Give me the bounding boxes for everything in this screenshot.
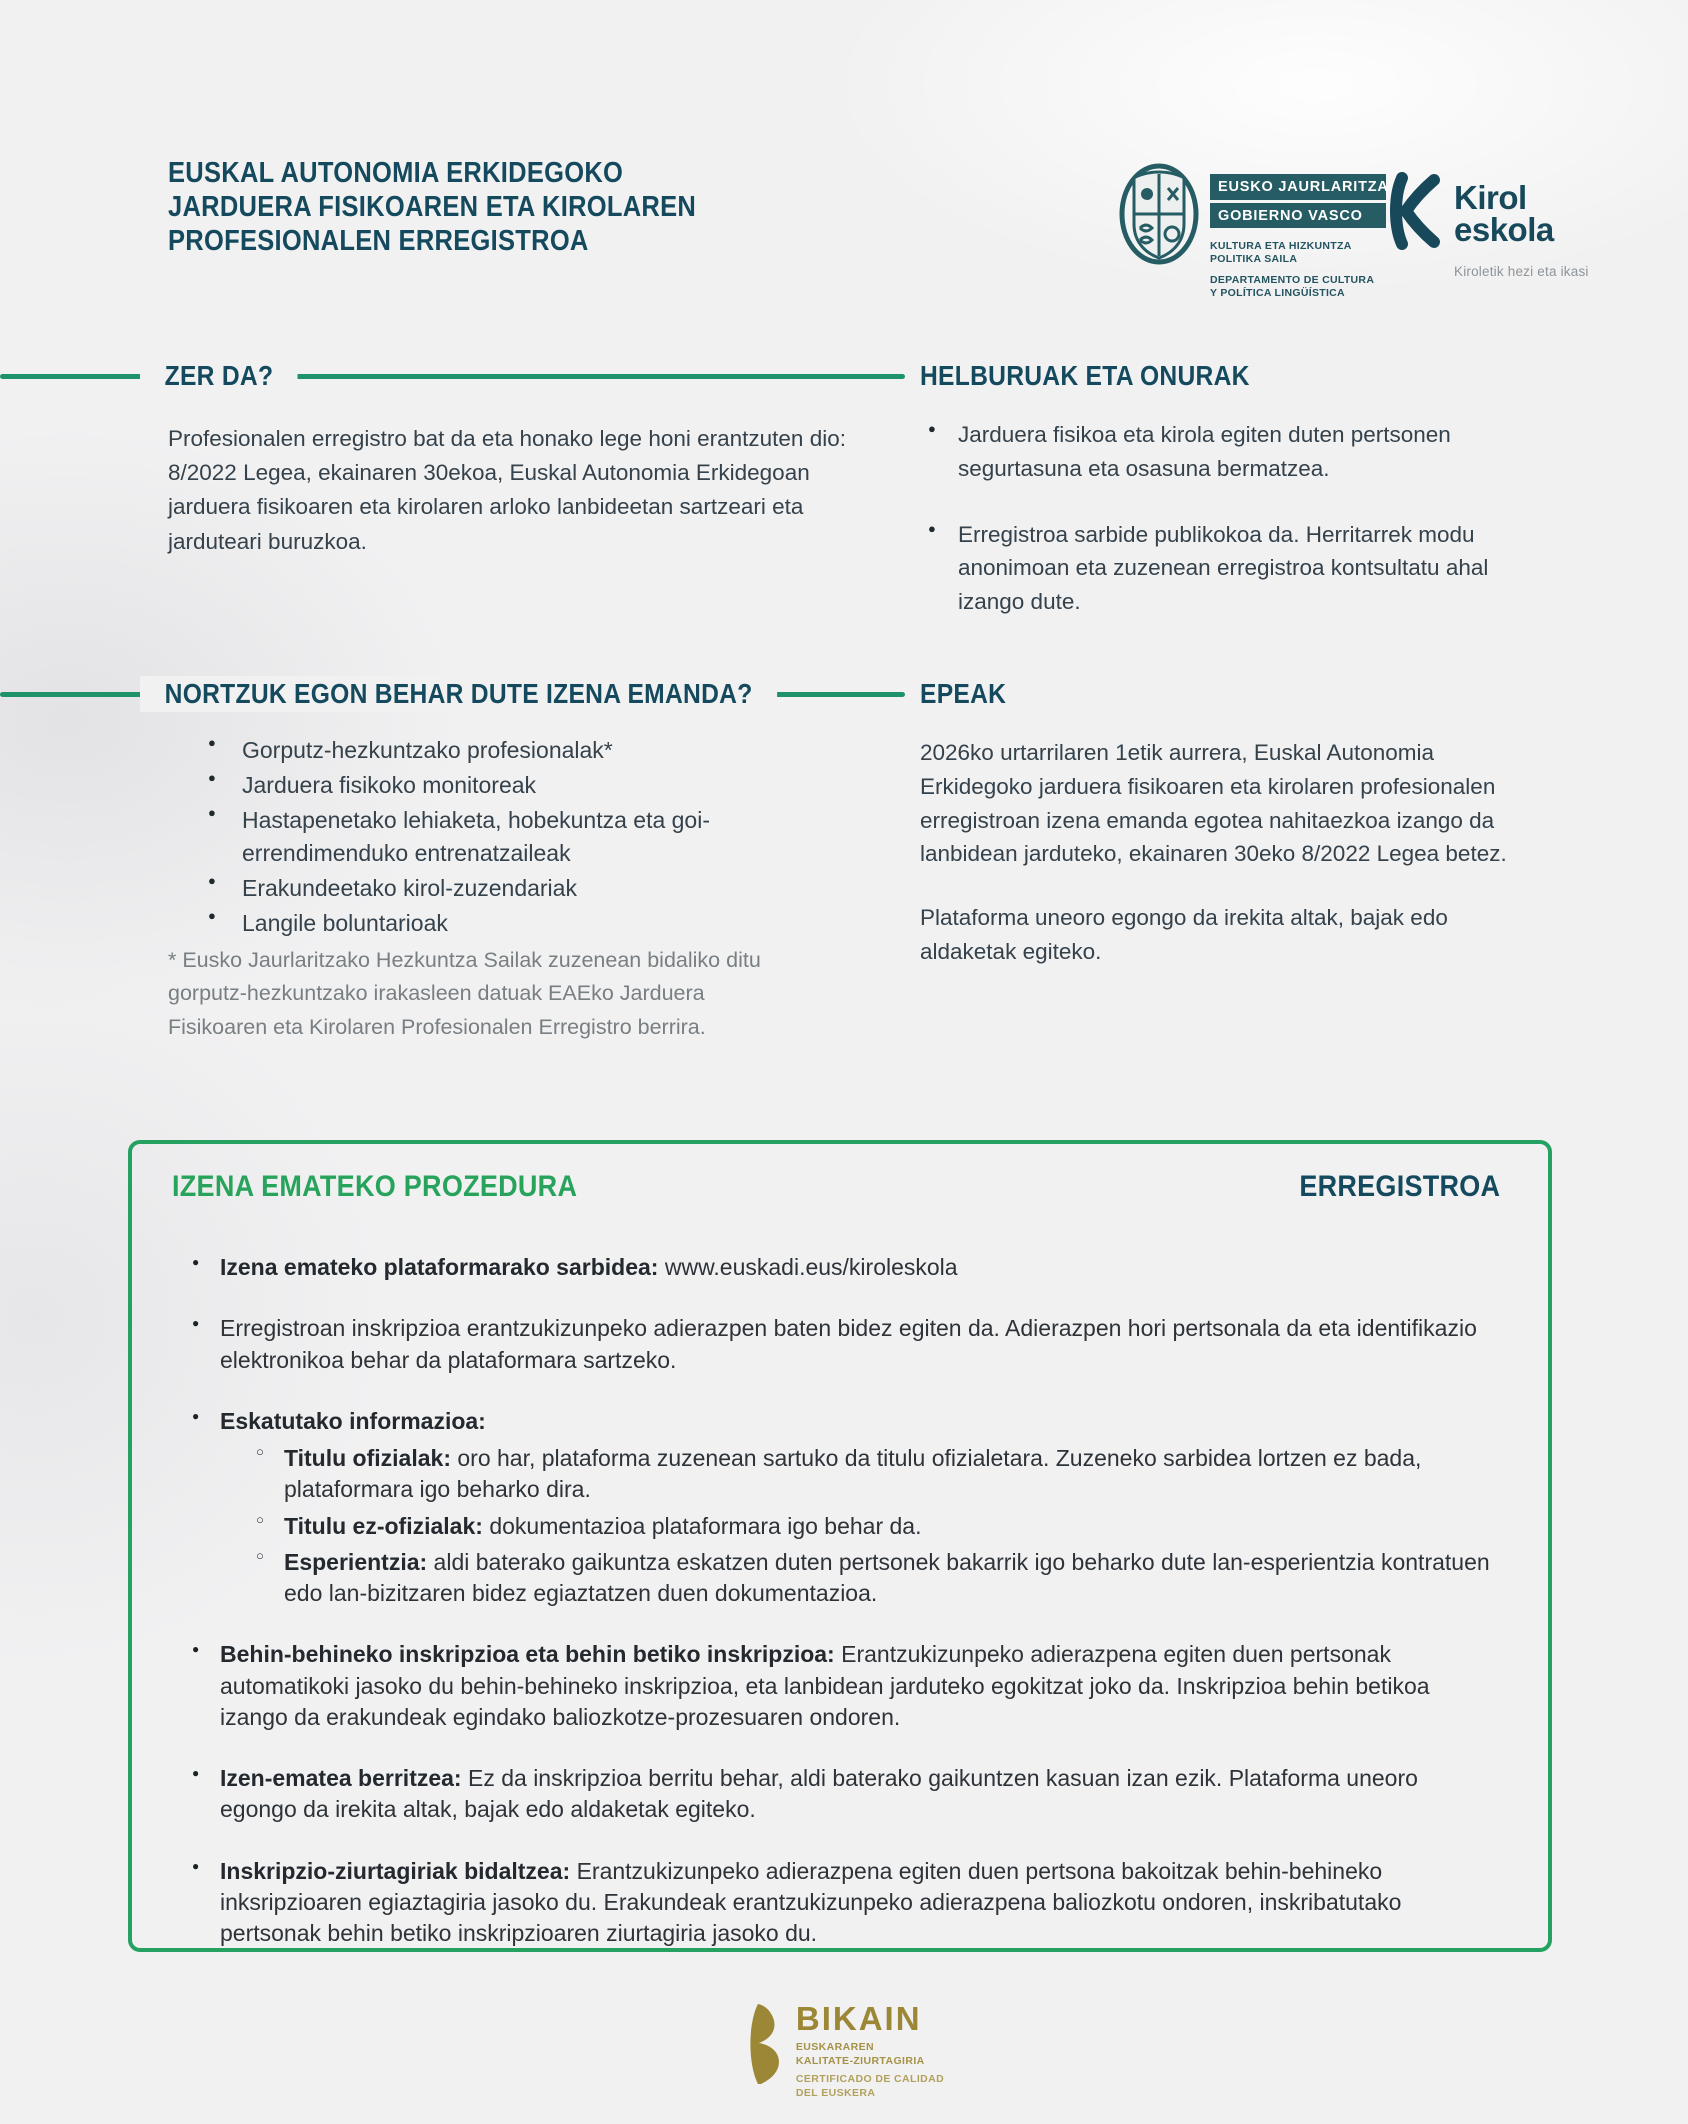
procedure-box-badge: ERREGISTROA — [1299, 1170, 1500, 1203]
bikain-b-icon — [744, 2002, 784, 2091]
page-title-line2: JARDUERA FISIKOAREN ETA KIROLAREN — [168, 191, 697, 224]
list-item — [192, 1313, 1500, 1376]
item-label: Behin-behineko inskripzioa eta behin betiko inskripzioa: — [220, 1641, 842, 1668]
bikain-es-line1: CERTIFICADO DE CALIDAD — [795, 2073, 945, 2086]
list-item — [192, 1406, 1500, 1610]
bikain-es-line2: DEL EUSKERA — [795, 2086, 876, 2099]
required-info-sublist — [256, 1443, 1500, 1609]
gov-department-text — [1210, 240, 1386, 301]
item-label: Izena emateko plataformarako sarbidea: — [220, 1254, 665, 1280]
basque-government-logo — [1118, 162, 1389, 301]
bikain-subtitle-eu — [796, 2041, 944, 2068]
kirol-eskola-tagline: Kiroletik hezi eta ikasi — [1454, 264, 1589, 279]
list-item: ● Erakundeetako kirol-zuzendariak — [196, 872, 816, 904]
list-item: ● Erregistroa sarbide publikokoa da. Herritarrek modu anonimoan eta zuzenean erregistroa kontsultatu ahal izango dute. — [920, 518, 1510, 619]
gov-dept-es-line2: Y POLÍTICA LINGÜÍSTICA — [1210, 287, 1345, 300]
gov-banner-line1: EUSKO JAURLARITZA — [1210, 174, 1386, 200]
sub-list-item — [256, 1547, 1500, 1610]
procedure-list — [192, 1252, 1500, 1950]
list-item — [192, 1856, 1500, 1950]
nortzuk-list — [196, 734, 816, 942]
kirol-eskola-logo — [1388, 172, 1589, 279]
item-text: aldi baterako gaikuntza eskatzen duten pertsonek bakarrik igo beharko dute lan-esperientzia kontratuen edo lan-bizitzaren bidez egiaztatzen duen dokumentazioa. — [284, 1548, 1490, 1607]
item-label: Inskripzio-ziurtagiriak bidaltzea: — [220, 1857, 577, 1884]
procedure-box — [128, 1140, 1552, 1952]
sub-list-item — [256, 1511, 1500, 1542]
section-title-helburuak: HELBURUAK ETA ONURAK — [920, 360, 1250, 391]
zer-da-body: Profesionalen erregistro bat da eta honako lege honi erantzuten dio: 8/2022 Legea, ekainaren 30ekoa, Euskal Autonomia Erkidegoan jarduera fisikoaren eta kirolaren arloko lanbideetan sartzeari eta jarduteari buruzkoa. — [168, 426, 846, 554]
section-rule-nortzuk — [0, 676, 905, 716]
section-title-nortzuk: NORTZUK EGON BEHAR DUTE IZENA EMANDA? — [140, 676, 777, 712]
nortzuk-footnote: * Eusko Jaurlaritzako Hezkuntza Sailak zuzenean bidaliko ditu gorputz-hezkuntzako irakasleen datuak EAEko Jarduera Fisikoaren eta Kirolaren Profesionalen Erregistro berrira. — [168, 948, 761, 1039]
list-item — [192, 1763, 1500, 1826]
coat-of-arms-icon — [1118, 162, 1200, 301]
bikain-eu-line2: KALITATE-ZIURTAGIRIA — [795, 2054, 925, 2067]
list-item — [192, 1639, 1500, 1733]
bikain-wordmark: BIKAIN — [795, 2000, 922, 2037]
list-item: ● Langile boluntarioak — [196, 907, 816, 939]
list-item: ● Jarduera fisikoko monitoreak — [196, 769, 816, 801]
section-title-zer-da: ZER DA? — [140, 358, 298, 394]
helburuak-list — [920, 418, 1510, 651]
item-label: Izen-ematea berritzea: — [220, 1765, 468, 1792]
item-text: Erregistroan inskripzioa erantzukizunpeko adierazpen baten bidez egiten da. Adierazpen hori pertsonala da eta identifikazio elektronikoa behar da plataformara sartzeko. — [220, 1315, 1477, 1373]
kirol-word-line2: eskola — [1454, 210, 1554, 248]
epeak-body — [920, 736, 1520, 969]
kirol-eskola-wordmark — [1454, 179, 1554, 248]
page-title-line1: EUSKAL AUTONOMIA ERKIDEGOKO — [168, 157, 624, 189]
item-text: dokumentazioa plataformara igo behar da. — [489, 1512, 922, 1539]
sub-list-item — [256, 1443, 1500, 1506]
bikain-logo — [744, 2002, 944, 2101]
gov-dept-eu-line1: KULTURA ETA HIZKUNTZA — [1210, 240, 1352, 252]
item-label: Titulu ez-ofizialak: — [284, 1512, 490, 1539]
procedure-box-title: IZENA EMATEKO PROZEDURA — [172, 1170, 578, 1203]
procedure-box-header — [172, 1170, 1500, 1204]
bikain-eu-line1: EUSKARAREN — [795, 2041, 874, 2053]
kirol-eskola-mark-icon — [1388, 172, 1442, 255]
epeak-paragraph-2: Plataforma uneoro egongo da irekita altak, bajak edo aldaketak egiteko. — [920, 905, 1448, 964]
gov-dept-eu-line2: POLITIKA SAILA — [1210, 253, 1298, 266]
platform-url-link[interactable]: www.euskadi.eus/kiroleskola — [664, 1254, 958, 1280]
epeak-paragraph-1: 2026ko urtarrilaren 1etik aurrera, Euskal Autonomia Erkidegoko jarduera fisikoaren eta kirolaren profesionalen erregistroan izena emanda egotea nahitaezkoa izango da lanbidean jarduteko, ekainaren 30eko 8/2022 Legea betez. — [920, 740, 1507, 867]
gov-dept-es-line1: DEPARTAMENTO DE CULTURA — [1210, 274, 1375, 287]
bikain-subtitle-es — [796, 2073, 944, 2100]
list-item: ● Hastapenetako lehiaketa, hobekuntza eta goi-errendimenduko entrenatzaileak — [196, 804, 816, 868]
gov-banner — [1210, 162, 1389, 301]
page-title — [168, 156, 696, 259]
page-title-line3: PROFESIONALEN ERREGISTROA — [168, 225, 589, 258]
item-text: Erantzukizunpeko adierazpena egiten duen pertsona bakoitzak behin-behineko inksripzioaren egiaztagiria jasoko du. Erakundeak erantzukizunpeko adierazpena baliozkotu ondoren, inskribatutako pertsonak behin betiko inskripzioaren ziurtagiria jasoko du. — [220, 1857, 1402, 1947]
kirol-word-line1: Kirol — [1454, 179, 1527, 217]
gov-banner-line2: GOBIERNO VASCO — [1210, 203, 1386, 229]
item-text: oro har, plataforma zuzenean sartuko da titulu ofizialetara. Zuzeneko sarbidea lortzen ez bada, plataformara igo beharko dira. — [284, 1445, 1422, 1503]
item-label: Esperientzia: — [284, 1548, 434, 1575]
item-label: Titulu ofizialak: — [284, 1445, 458, 1472]
list-item: ● Gorputz-hezkuntzako profesionalak* — [196, 734, 816, 766]
item-text: Erantzukizunpeko adierazpena egiten duen pertsonak automatikoki jasoko du behin-behineko inskripzioa, eta lanbidean jarduteko egokitzat joko da. Inskripzioa behin betikoa izango da erakundeak egindako baliozkotze-prozesuaren ondoren. — [220, 1641, 1430, 1730]
green-rule — [0, 374, 905, 379]
section-rule-zer-da — [0, 358, 905, 398]
item-text: Ez da inskripzioa berritu behar, aldi baterako gaikuntzen kasuan izan ezik. Plataforma uneoro egongo da irekita altak, bajak edo aldaketak egiteko. — [220, 1765, 1418, 1823]
item-label: Eskatutako informazioa: — [220, 1407, 486, 1434]
list-item: ● Jarduera fisikoa eta kirola egiten duten pertsonen segurtasuna eta osasuna bermatzea. — [920, 418, 1510, 486]
section-title-epeak: EPEAK — [920, 678, 1007, 709]
list-item — [192, 1252, 1500, 1283]
